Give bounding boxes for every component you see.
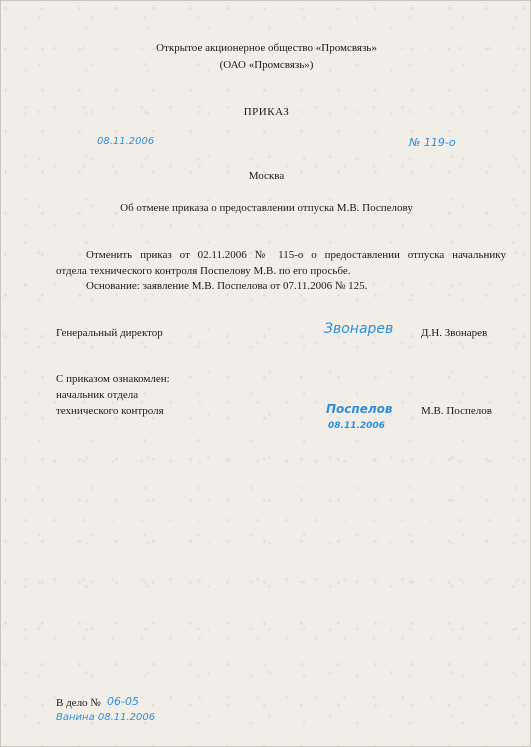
filing-case-number: 06-05: [107, 695, 139, 708]
city: Москва: [248, 170, 285, 182]
director-position: Генеральный директор: [56, 327, 163, 339]
handwritten-date: 08.11.2006: [97, 136, 155, 147]
org-short-name: (ОАО «Промсвязь»): [219, 59, 314, 71]
body-paragraph-line-2: отдела технического контроля Поспелову М.В. по его просьбе.: [56, 265, 351, 277]
director-name: Д.Н. Звонарев: [421, 327, 488, 339]
employee-signature: Поспелов: [326, 402, 393, 416]
acknowledged-label: С приказом ознакомлен:: [56, 373, 170, 385]
filing-label: В дело №: [56, 697, 101, 709]
basis-paragraph: Основание: заявление М.В. Поспелова от 07.11.2006 № 125.: [86, 280, 368, 292]
org-name: Открытое акционерное общество «Промсвязь»: [156, 42, 377, 54]
document-subject: Об отмене приказа о предоставлении отпуска М.В. Поспелову: [120, 202, 413, 214]
employee-name: М.В. Поспелов: [421, 405, 492, 417]
body-paragraph-line-1: Отменить приказ от 02.11.2006 № 115-о о предоставлении отпуска начальнику: [86, 249, 506, 261]
handwritten-order-number: № 119-о: [409, 136, 456, 149]
director-signature: Звонарев: [324, 321, 394, 337]
employee-signature-date: 08.11.2006: [328, 421, 385, 431]
acknowledged-position-line-2: технического контроля: [56, 405, 164, 417]
acknowledged-position-line-1: начальник отдела: [56, 389, 139, 401]
document-title: ПРИКАЗ: [243, 106, 290, 118]
filing-note: Ванина 08.11.2006: [56, 712, 156, 723]
